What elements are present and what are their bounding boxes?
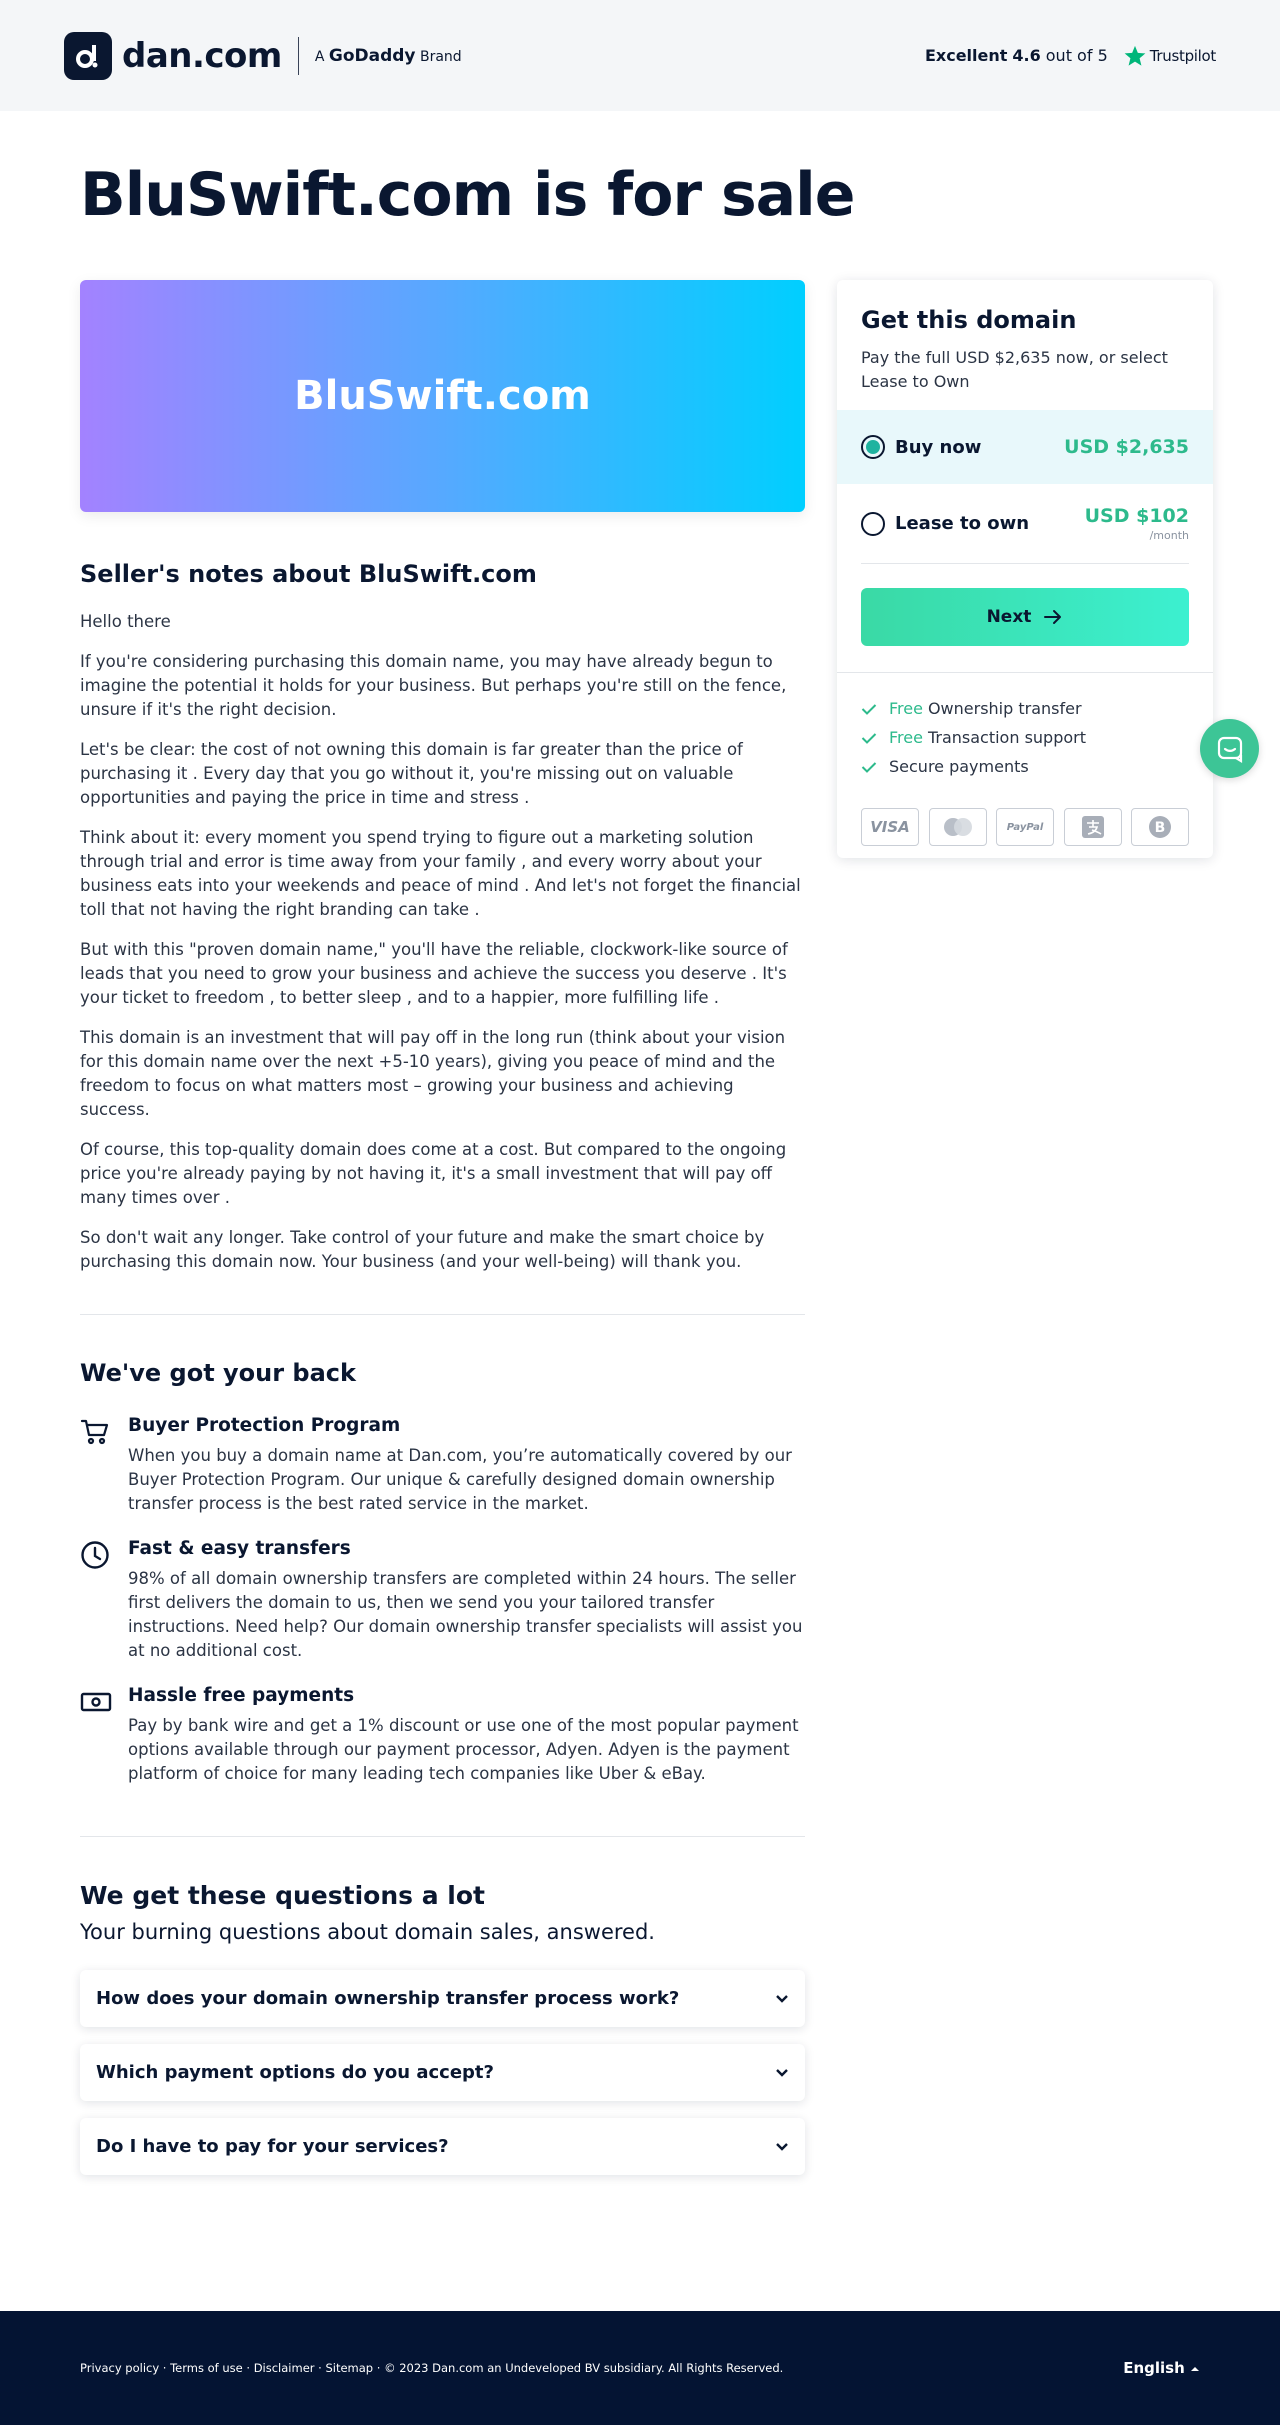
perks-list <box>837 673 1213 776</box>
feature-fast-transfers <box>80 1538 805 1663</box>
page-title <box>80 160 854 230</box>
note-paragraph: Let's be clear: the cost of not owning this domain is far greater than the price of purchasing it . Every day that you go without it, you're missing out on valuable opportunities and paying the price in time and stress . <box>80 740 743 807</box>
perk-item <box>861 757 1189 776</box>
purchase-card <box>837 280 1213 858</box>
next-label: Next <box>986 607 1032 627</box>
check-icon <box>861 703 877 715</box>
chevron-down-icon <box>775 1994 789 2004</box>
faq-item[interactable] <box>80 1970 805 2027</box>
mastercard-icon <box>929 808 987 846</box>
brand-divider <box>298 37 299 75</box>
faq-question: Which payment options do you accept? <box>96 2062 494 2083</box>
banknote-icon <box>80 1685 128 1786</box>
chevron-down-icon <box>775 2142 789 2152</box>
feature-title: Hassle free payments <box>128 1685 355 1706</box>
perk-text: Transaction support <box>927 728 1086 747</box>
domain-banner <box>80 280 805 512</box>
payment-methods <box>837 786 1213 846</box>
footer-links[interactable]: Privacy policy · Terms of use · Disclaimer · Sitemap · © 2023 Dan.com an Undeveloped BV subsidiary. All Rights Reserved. <box>80 2361 784 2375</box>
feature-text: When you buy a domain name at Dan.com, you’re automatically covered by our Buyer Protection Program. Our unique & carefully designed domain ownership transfer process is the best rated service in the market. <box>128 1446 792 1513</box>
check-icon <box>861 732 877 744</box>
perk-item <box>861 699 1189 718</box>
note-paragraph: But with this "proven domain name," you'll have the reliable, clockwork-like source of leads that you need to grow your business and achieve the success you deserve . It's your ticket to freedom , to better sleep , and to a happier, more fulfilling life . <box>80 940 788 1007</box>
check-icon <box>861 761 877 773</box>
feature-title: Buyer Protection Program <box>128 1415 401 1436</box>
godaddy-suffix: Brand <box>419 48 462 65</box>
buy-now-option[interactable] <box>837 410 1213 484</box>
feature-text: 98% of all domain ownership transfers are completed within 24 hours. The seller first delivers the domain to us, then we send you your tailored transfer instructions. Need help? Our domain ownership transfer specialists will assist you at no additional cost. <box>128 1569 803 1660</box>
banner-text: BluSwift.com <box>294 373 591 419</box>
lease-option[interactable] <box>861 484 1189 564</box>
language-label: English <box>1123 2359 1185 2377</box>
feature-buyer-protection <box>80 1415 805 1516</box>
trust-brand: Trustpilot <box>1149 46 1216 65</box>
title-domain: BluSwift.com <box>80 160 514 230</box>
main-content <box>80 560 805 2192</box>
back-heading: We've got your back <box>80 1359 356 1387</box>
faq-question: Do I have to pay for your services? <box>96 2136 449 2157</box>
faq-question: How does your domain ownership transfer process work? <box>96 1988 680 2009</box>
buy-now-label: Buy now <box>895 436 982 458</box>
note-paragraph: Think about it: every moment you spend trying to figure out a marketing solution through trial and error is time away from your family , and every worry about your business eats into your weekends and peace of mind . And let's not forget the financial toll that not having the right branding can take . <box>80 828 801 919</box>
feature-text: Pay by bank wire and get a 1% discount or use one of the most popular payment options available through our payment processor, Adyen. Adyen is the payment platform of choice for many leading tech companies like Uber & eBay. <box>128 1716 799 1783</box>
trust-excellent: Excellent <box>924 46 1008 65</box>
trust-outof: out of 5 <box>1045 46 1108 65</box>
lease-label: Lease to own <box>895 513 1030 534</box>
alipay-icon <box>1064 808 1122 846</box>
bitcoin-icon <box>1131 808 1189 846</box>
godaddy-prefix: A <box>314 48 325 65</box>
paypal-icon: PayPal <box>996 808 1054 846</box>
lease-price: USD $102 <box>1084 505 1189 527</box>
lease-period: /month <box>1149 529 1189 542</box>
note-paragraph: If you're considering purchasing this domain name, you may have already begun to imagine the potential it holds for your business. But perhaps you're still on the fence, unsure if it's the right decision. <box>80 652 787 719</box>
notes-heading: Seller's notes about BluSwift.com <box>80 560 537 588</box>
perk-free: Free <box>889 699 923 718</box>
note-paragraph: So don't wait any longer. Take control of your future and make the smart choice by purchasing this domain now. Your business (and your well-being) will thank you. <box>80 1228 765 1271</box>
perk-text: Ownership transfer <box>927 699 1082 718</box>
seller-notes <box>80 610 805 1274</box>
faq-item[interactable] <box>80 2118 805 2175</box>
perk-item <box>861 728 1189 747</box>
note-paragraph: Of course, this top-quality domain does come at a cost. But compared to the ongoing price you're already paying by not having it, it's a small investment that will pay off many times over . <box>80 1140 787 1207</box>
buy-now-radio[interactable] <box>861 435 885 459</box>
note-paragraph: This domain is an investment that will pay off in the long run (think about your vision for this domain name over the next +5-10 years), giving you peace of mind and the freedom to focus on what matters most – growing your business and achieving success. <box>80 1028 786 1119</box>
next-button[interactable] <box>861 588 1189 646</box>
godaddy-name: GoDaddy <box>328 45 416 66</box>
chat-button[interactable] <box>1200 719 1259 778</box>
star-icon <box>1124 45 1146 67</box>
chevron-down-icon <box>775 2068 789 2078</box>
feature-title: Fast & easy transfers <box>128 1538 351 1559</box>
chat-icon <box>1216 735 1244 763</box>
visa-icon: VISA <box>861 808 919 846</box>
godaddy-brand <box>315 46 462 66</box>
perk-text: Secure payments <box>889 757 1029 776</box>
arrow-right-icon <box>1043 609 1063 625</box>
cart-icon <box>80 1415 128 1516</box>
clock-icon <box>80 1538 128 1663</box>
note-paragraph: Hello there <box>80 612 171 631</box>
dan-logo-icon <box>64 32 112 80</box>
section-divider <box>80 1314 805 1315</box>
caret-up-icon <box>1190 2365 1200 2373</box>
card-title: Get this domain <box>861 306 1077 334</box>
feature-hassle-free-payments <box>80 1685 805 1786</box>
trust-score: 4.6 <box>1012 46 1041 65</box>
perk-free: Free <box>889 728 923 747</box>
card-subtitle: Pay the full USD $2,635 now, or select Lease to Own <box>861 348 1168 391</box>
site-header <box>0 0 1280 111</box>
faq-heading: We get these questions a lot <box>80 1881 485 1910</box>
brand[interactable] <box>64 32 462 80</box>
lease-radio[interactable] <box>861 512 885 536</box>
buy-now-price: USD $2,635 <box>1064 436 1189 458</box>
trustpilot-logo <box>1124 45 1216 67</box>
trustpilot-rating[interactable] <box>925 45 1216 67</box>
faq-item[interactable] <box>80 2044 805 2101</box>
logo-text: dan.com <box>122 35 282 76</box>
title-suffix: is for sale <box>513 160 855 230</box>
language-selector[interactable] <box>1123 2359 1200 2377</box>
svg-text:B: B <box>1154 820 1166 836</box>
site-footer <box>0 2311 1280 2425</box>
section-divider <box>80 1836 805 1837</box>
faq-subheading: Your burning questions about domain sales, answered. <box>80 1920 655 1944</box>
